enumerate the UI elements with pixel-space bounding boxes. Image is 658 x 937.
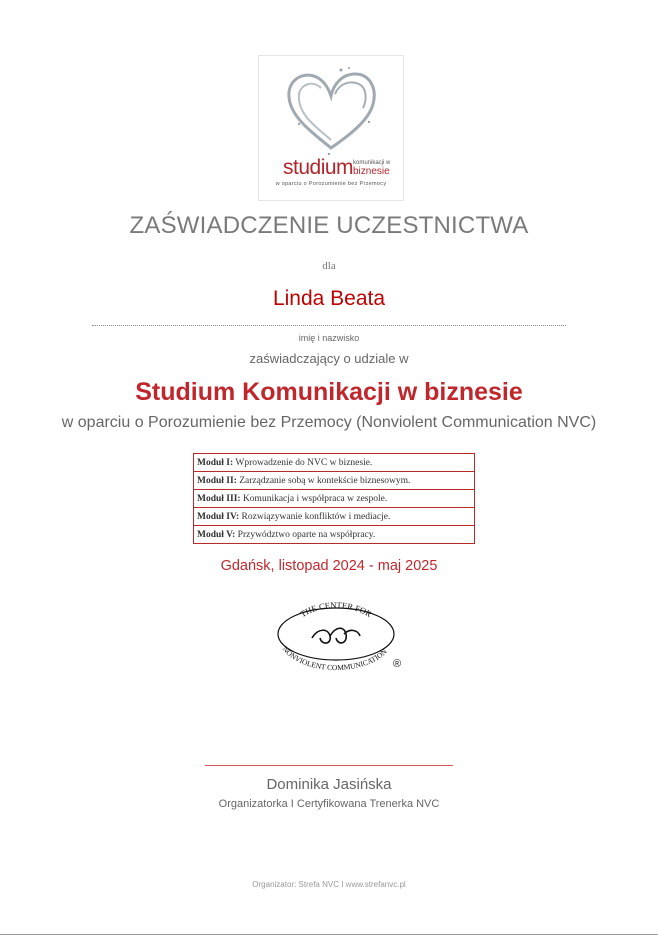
module-text: Przywództwo oparte na współpracy. [237, 529, 376, 540]
modules-table [193, 453, 475, 544]
name-dotted-line [92, 325, 566, 326]
course-title: Studium Komunikacji w biznesie [135, 378, 523, 406]
for-label: dla [322, 260, 336, 272]
module-label: Moduł II: [197, 475, 237, 486]
participant-name: Linda Beata [272, 287, 386, 310]
module-label: Moduł I: [197, 457, 234, 468]
cnvc-bottom-text: NONVIOLENT COMMUNICATION [280, 644, 389, 673]
module-text: Rozwiązywanie konfliktów i mediacje. [241, 511, 391, 522]
module-label: Moduł V: [197, 529, 236, 540]
water-heart-icon [279, 64, 383, 156]
module-text: Wprowadzenie do NVC w biznesie. [235, 457, 373, 468]
certificate-title: ZAŚWIADCZENIE UCZESTNICTWA [129, 212, 529, 239]
registered-mark: ® [393, 658, 402, 670]
logo-studium-text: studium [283, 156, 354, 179]
course-subtitle: w oparciu o Porozumienie bez Przemocy (Nonviolent Communication NVC) [61, 414, 597, 431]
logo-subtitle: w oparciu o Porozumienie bez Przemocy [275, 181, 387, 187]
module-text: Komunikacja i współpraca w zespole. [242, 493, 388, 504]
logo-komunikacji-text: komunikacji w [353, 160, 391, 166]
cnvc-logo [268, 598, 404, 678]
signer-name: Dominika Jasińska [266, 776, 392, 793]
cnvc-giraffe-icon [312, 628, 360, 643]
module-text: Zarządzanie sobą w kontekście biznesowym. [239, 475, 411, 486]
module-row [194, 508, 475, 526]
module-row [194, 526, 475, 544]
module-row [194, 490, 475, 508]
studium-logo [258, 55, 404, 201]
signature-line [205, 765, 453, 766]
signer-role: Organizatorka I Certyfikowana Trenerka NVC [218, 798, 440, 810]
module-row [194, 454, 475, 472]
module-row [194, 472, 475, 490]
place-date: Gdańsk, listopad 2024 - maj 2025 [220, 558, 438, 574]
footer-text: Organizator: Strefa NVC I www.strefanvc.pl [252, 880, 406, 889]
module-label: Moduł III: [197, 493, 241, 504]
attestation-text: zaświadczający o udziale w [249, 351, 409, 366]
name-caption: imię i nazwisko [298, 333, 360, 343]
module-label: Moduł IV: [197, 511, 240, 522]
logo-biznesie-text: biznesie [353, 166, 390, 177]
cnvc-top-text: THE CENTER FOR [298, 599, 374, 620]
page-bottom-border [0, 934, 658, 935]
